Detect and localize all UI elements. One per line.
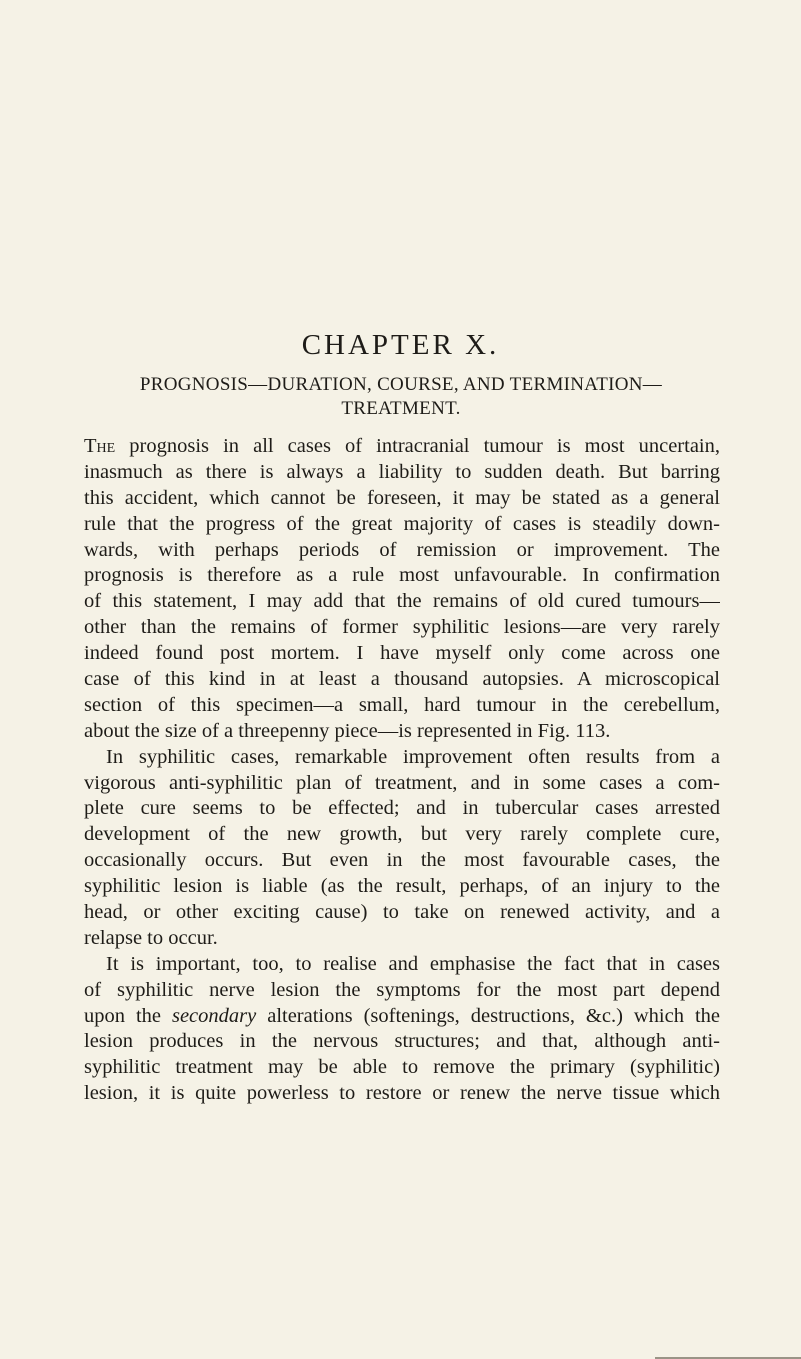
chapter-subtitle-line-2: TREATMENT.	[341, 398, 461, 419]
text-line: plete cure seems to be effected; and in tubercular cases arrested	[84, 797, 720, 820]
lead-word: The	[84, 435, 116, 457]
text-line: upon the secondary alterations (softenings, destructions, &c.) which the	[84, 1004, 720, 1027]
text-line: vigorous anti-syphilitic plan of treatment, and in some cases a com-	[84, 771, 720, 794]
text-line: syphilitic lesion is liable (as the result, perhaps, of an injury to the	[84, 875, 720, 898]
text-line: section of this specimen—a small, hard tumour in the cerebellum,	[84, 693, 720, 716]
text-line: development of the new growth, but very rarely complete cure,	[84, 823, 720, 846]
text-line: inasmuch as there is always a liability to sudden death. But barring	[84, 460, 720, 483]
text-line: wards, with perhaps periods of remission or improvement. The	[84, 538, 720, 561]
text-line: The prognosis in all cases of intracranial tumour is most uncertain,	[84, 435, 720, 457]
text-line: It is important, too, to realise and emphasise the fact that in cases	[106, 952, 720, 975]
chapter-subtitle	[96, 373, 706, 421]
text-line: lesion, it is quite powerless to restore or renew the nerve tissue which	[84, 1082, 720, 1105]
text-line: head, or other exciting cause) to take on renewed activity, and a	[84, 901, 720, 924]
text-line: indeed found post mortem. I have myself only come across one	[84, 642, 720, 665]
chapter-title: CHAPTER X.	[301, 329, 500, 361]
italic-word: secondary	[171, 1004, 257, 1027]
text-line: this accident, which cannot be foreseen, it may be stated as a general	[84, 486, 720, 509]
text-line: lesion produces in the nervous structures; and that, although anti-	[84, 1030, 720, 1053]
text-line: syphilitic treatment may be able to remove the primary (syphilitic)	[84, 1056, 720, 1079]
text-line: case of this kind in at least a thousand autopsies. A microscopical	[84, 668, 720, 691]
text-line: other than the remains of former syphilitic lesions—are very rarely	[84, 616, 720, 639]
text-line: prognosis is therefore as a rule most unfavourable. In confirmation	[84, 564, 720, 587]
text-line: of this statement, I may add that the remains of old cured tumours—	[84, 590, 720, 613]
text-line: In syphilitic cases, remarkable improvement often results from a	[106, 745, 720, 768]
text-line: rule that the progress of the great majority of cases is steadily down-	[84, 512, 720, 535]
text-line: occasionally occurs. But even in the most favourable cases, the	[84, 849, 720, 872]
body-text	[84, 434, 720, 1107]
text-line: relapse to occur.	[84, 926, 218, 949]
text-line: of syphilitic nerve lesion the symptoms for the most part depend	[84, 978, 720, 1001]
chapter-subtitle-line-1: PROGNOSIS—DURATION, COURSE, AND TERMINATION—	[139, 374, 663, 395]
text-line: about the size of a threepenny piece—is represented in Fig. 113.	[84, 719, 611, 742]
